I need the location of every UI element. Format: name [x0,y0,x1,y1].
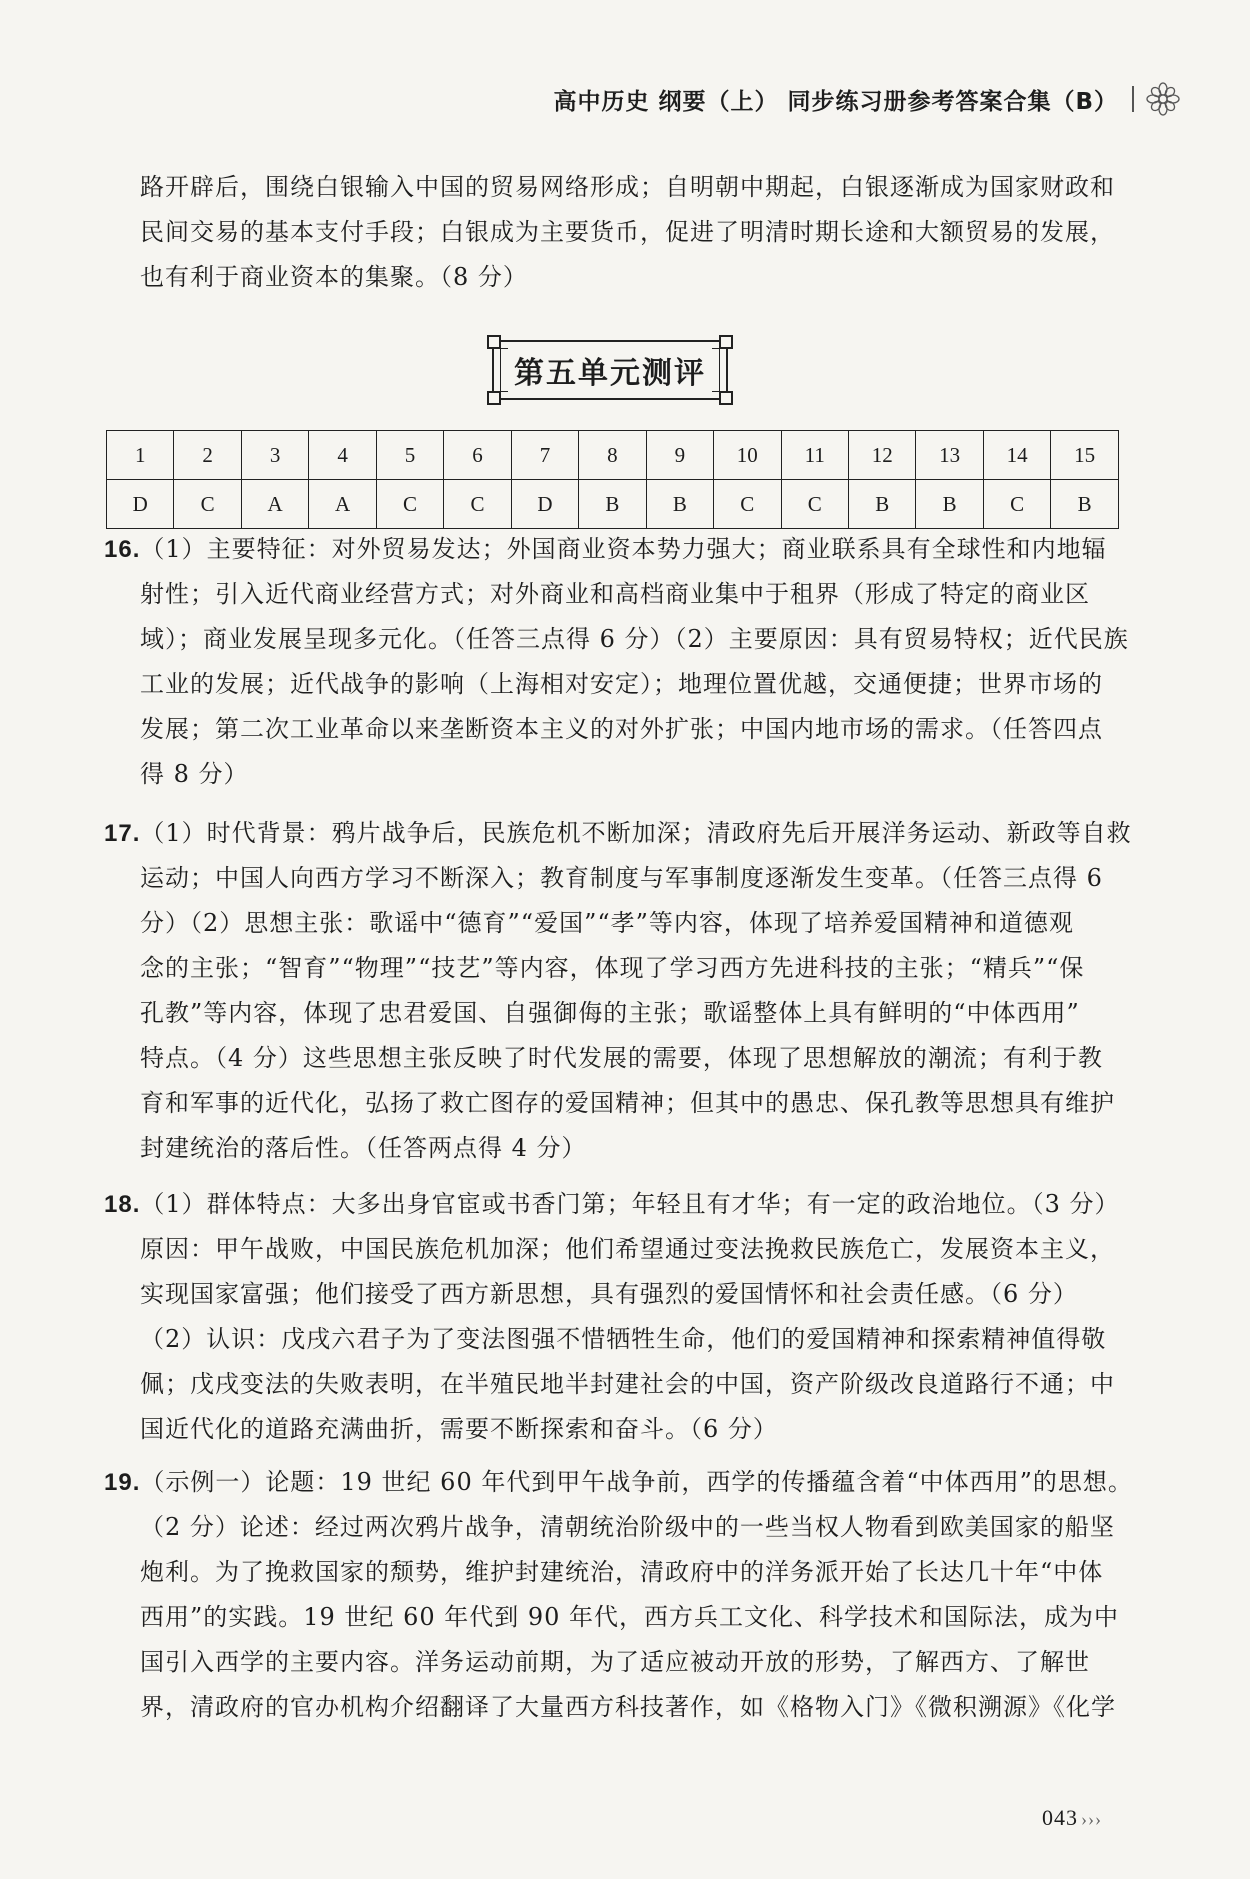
text-line: 国近代化的道路充满曲折，需要不断探索和奋斗。（6 分） [140,1415,778,1443]
table-cell: 8 [579,431,646,480]
text-line: 运动；中国人向西方学习不断深入；教育制度与军事制度逐渐发生变革。（任答三点得 6 [140,864,1103,892]
table-cell: 11 [781,431,848,480]
text-line: 射性；引入近代商业经营方式；对外商业和高档商业集中于租界（形成了特定的商业区 [140,580,1090,608]
table-cell: C [174,480,241,529]
table-cell: 2 [174,431,241,480]
text-line: 工业的发展；近代战争的影响（上海相对安定）；地理位置优越，交通便捷；世界市场的 [140,670,1103,698]
question-18 [104,1182,1124,1452]
flower-ornament-icon [1146,82,1180,116]
text-line: 16.（1）主要特征：对外贸易发达；外国商业资本势力强大；商业联系具有全球性和内地辐 [104,535,1107,563]
text-line: 实现国家富强；他们接受了西方新思想，具有强烈的爱国情怀和社会责任感。（6 分） [140,1280,1078,1308]
text-line: 炮利。为了挽救国家的颓势，维护封建统治，清政府中的洋务派开始了长达几十年“中体 [140,1558,1104,1586]
answer-row [107,480,1119,529]
text-line: 佩；戊戌变法的失败表明，在半殖民地半封建社会的中国，资产阶级改良道路行不通；中 [140,1370,1115,1398]
table-cell: D [107,480,174,529]
section-title-frame [492,340,728,400]
text-line: （2）认识：戊戌六君子为了变法图强不惜牺牲生命，他们的爱国精神和探索精神值得敬 [140,1325,1107,1353]
text-line: 18.（1）群体特点：大多出身官宦或书香门第；年轻且有才华；有一定的政治地位。（3 分） [104,1190,1120,1218]
text-line: 路开辟后，围绕白银输入中国的贸易网络形成；自明朝中期起，白银逐渐成为国家财政和 [140,173,1115,201]
table-cell: 13 [916,431,983,480]
text-line: 也有利于商业资本的集聚。（8 分） [140,263,528,291]
table-cell: 5 [376,431,443,480]
question-number: 17. [104,820,141,847]
table-cell: 4 [309,431,376,480]
text-line: 国引入西学的主要内容。洋务运动前期，为了适应被动开放的形势，了解西方、了解世 [140,1648,1090,1676]
table-cell: B [646,480,713,529]
question-17 [104,811,1132,1171]
text-line: 分）（2）思想主张：歌谣中“德育”“爱国”“孝”等内容，体现了培养爱国精神和道德观 [140,909,1074,937]
table-cell: C [444,480,511,529]
question-number: 19. [104,1469,141,1496]
page-number: 043 ››› [1042,1805,1102,1830]
table-cell: A [241,480,308,529]
table-cell: 6 [444,431,511,480]
text-line: 发展；第二次工业革命以来垄断资本主义的对外扩张；中国内地市场的需求。（任答四点 [140,715,1103,743]
table-cell: A [309,480,376,529]
table-cell: B [916,480,983,529]
question-19 [104,1460,1133,1730]
table-cell: C [376,480,443,529]
text-line: 孔教”等内容，体现了忠君爱国、自强御侮的主张；歌谣整体上具有鲜明的“中体西用” [140,999,1080,1027]
table-cell: 14 [983,431,1050,480]
table-cell: 9 [646,431,713,480]
intro-paragraph [140,165,1125,300]
text-line: 原因：甲午战败，中国民族危机加深；他们希望通过变法挽救民族危亡，发展资本主义， [140,1235,1115,1263]
text-line: 17.（1）时代背景：鸦片战争后，民族危机不断加深；清政府先后开展洋务运动、新政等自救 [104,819,1132,847]
text-line: 育和军事的近代化，弘扬了救亡图存的爱国精神；但其中的愚忠、保孔教等思想具有维护 [140,1089,1115,1117]
table-cell: 7 [511,431,578,480]
question-number: 18. [104,1191,141,1218]
table-cell: 1 [107,431,174,480]
header-title: 高中历史 纲要（上） 同步练习册参考答案合集（B） [553,88,1118,115]
table-cell: 15 [1051,431,1119,480]
text-line: 19.（示例一）论题：19 世纪 60 年代到甲午战争前，西学的传播蕴含着“中体西用”的思想。 [104,1468,1133,1496]
text-line: 念的主张；“智育”“物理”“技艺”等内容，体现了学习西方先进科技的主张；“精兵”“保 [140,954,1085,982]
table-cell: B [1051,480,1119,529]
question-number-row [107,431,1119,480]
table-cell: C [781,480,848,529]
text-line: （2 分）论述：经过两次鸦片战争，清朝统治阶级中的一些当权人物看到欧美国家的船坚 [140,1513,1115,1541]
section-title: 第五单元测评 [508,348,712,392]
answer-table [106,430,1119,529]
table-cell: B [579,480,646,529]
table-cell: 10 [714,431,781,480]
question-number: 16. [104,536,141,563]
table-cell: D [511,480,578,529]
text-line: 界，清政府的官办机构介绍翻译了大量西方科技著作，如《格物入门》《微积溯源》《化学 [140,1693,1116,1721]
chevrons-icon: ››› [1081,1809,1102,1829]
text-line: 西用”的实践。19 世纪 60 年代到 90 年代，西方兵工文化、科学技术和国际法，成为中 [140,1603,1120,1631]
text-line: 得 8 分） [140,760,249,788]
text-line: 特点。（4 分）这些思想主张反映了时代发展的需要，体现了思想解放的潮流；有利于教 [140,1044,1103,1072]
text-line: 民间交易的基本支付手段；白银成为主要货币，促进了明清时期长途和大额贸易的发展， [140,218,1115,246]
table-cell: C [714,480,781,529]
table-cell: 3 [241,431,308,480]
text-line: 封建统治的落后性。（任答两点得 4 分） [140,1134,587,1162]
text-line: 域）；商业发展呈现多元化。（任答三点得 6 分）（2）主要原因：具有贸易特权；近代民族 [140,625,1129,653]
running-header [553,82,1180,116]
table-cell: C [983,480,1050,529]
table-cell: 12 [848,431,915,480]
table-cell: B [848,480,915,529]
header-divider [1132,86,1134,112]
question-16 [104,527,1129,797]
